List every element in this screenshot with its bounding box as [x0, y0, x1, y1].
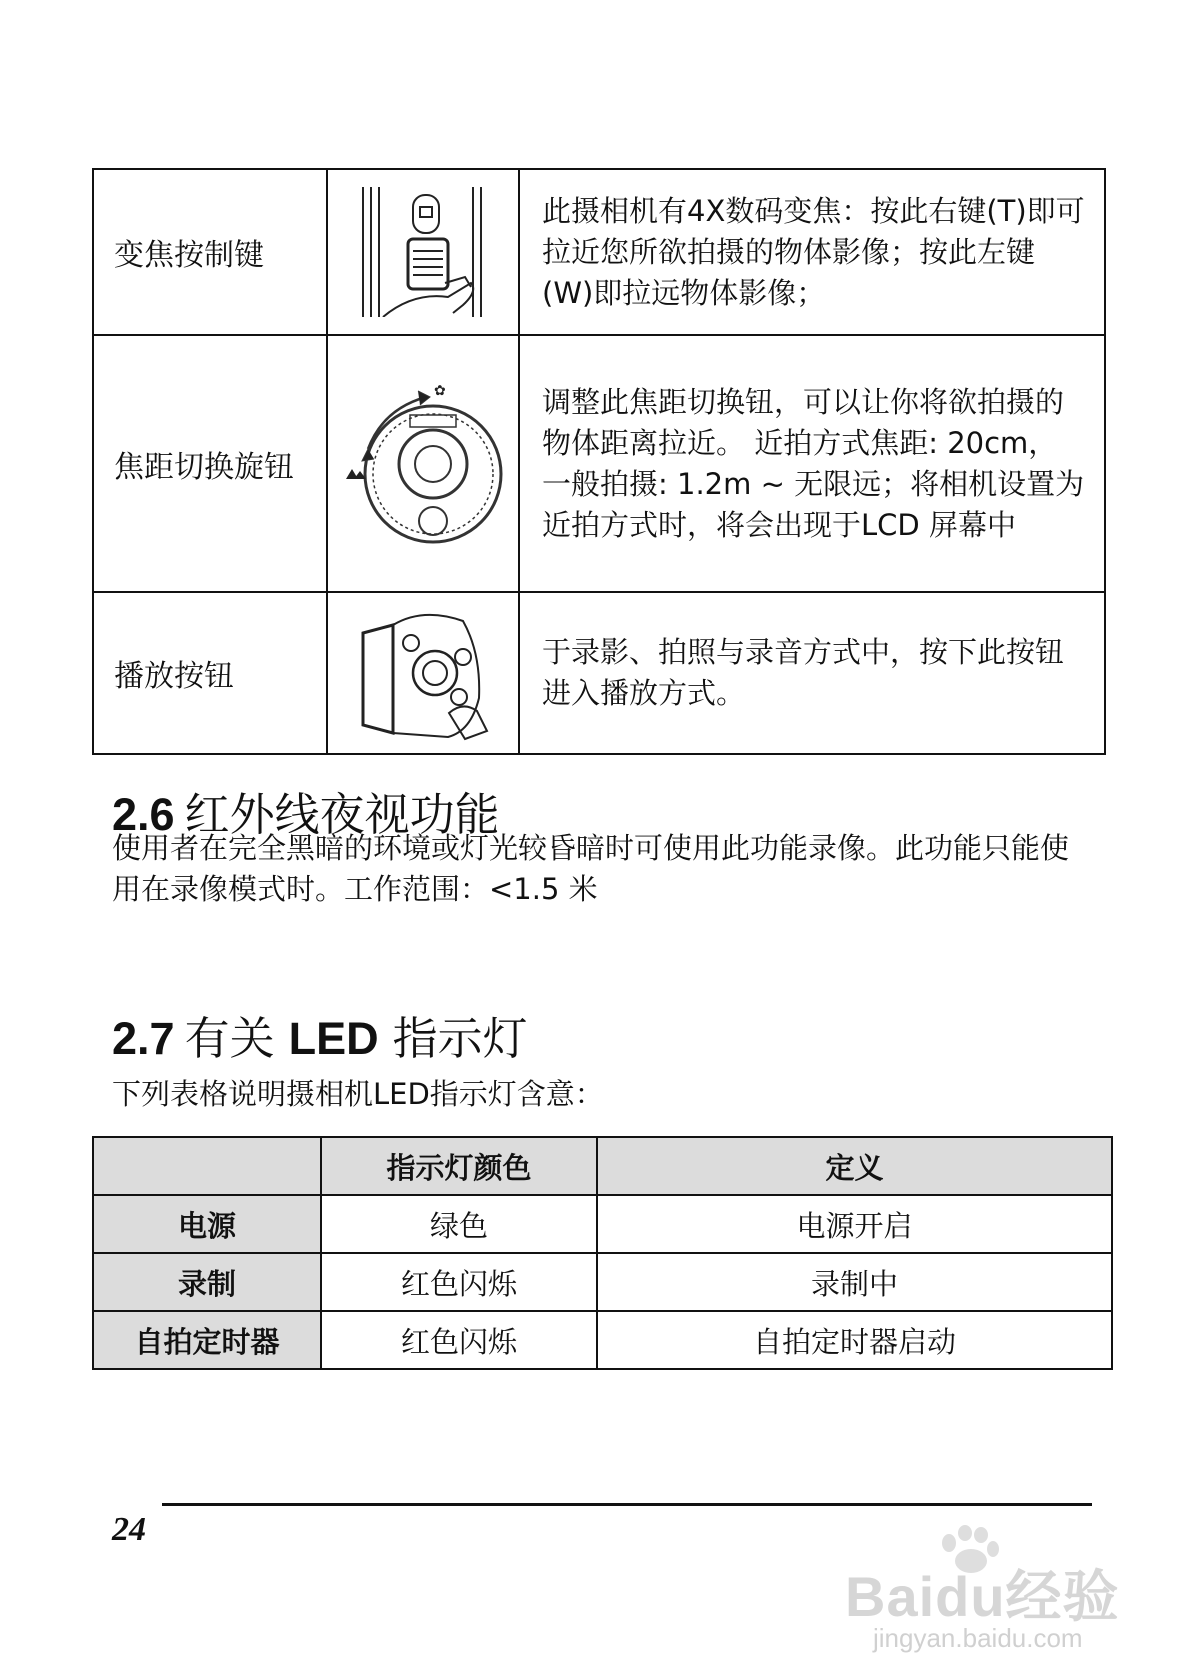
focus-dial-illustration — [327, 335, 519, 592]
table-cell: 电源开启 — [597, 1195, 1112, 1253]
section-title-led: LED — [288, 1013, 379, 1064]
feature-name: 变焦按制键 — [93, 169, 327, 335]
feature-name: 焦距切换旋钮 — [93, 335, 327, 592]
table-cell: 自拍定时器启动 — [597, 1311, 1112, 1369]
section-2-6-body: 使用者在完全黑暗的环境或灯光较昏暗时可使用此功能录像。此功能只能使用在录像模式时。工作范围：<1.5 米 — [112, 831, 1070, 906]
feature-row — [93, 169, 1105, 335]
feature-name: 播放按钮 — [93, 592, 327, 754]
table-cell: 红色闪烁 — [321, 1311, 597, 1369]
table-row — [93, 1195, 1112, 1253]
table-row — [93, 1311, 1112, 1369]
page-number: 24 — [112, 1511, 146, 1548]
footer-rule — [162, 1503, 1092, 1506]
led-table-header — [93, 1137, 1112, 1195]
table-cell: 绿色 — [321, 1195, 597, 1253]
header-cell: 定义 — [597, 1137, 1112, 1195]
section-2-7-heading — [112, 1002, 528, 1067]
row-header: 电源 — [93, 1195, 321, 1253]
row-header: 自拍定时器 — [93, 1311, 321, 1369]
header-cell — [93, 1137, 321, 1195]
zoom-button-illustration — [327, 169, 519, 335]
feature-row — [93, 592, 1105, 754]
feature-description: 此摄相机有4X数码变焦：按此右键(T)即可拉近您所欲拍摄的物体影像；按此左键(W)即拉远物体影像； — [519, 169, 1105, 335]
playback-button-illustration — [327, 592, 519, 754]
led-table — [92, 1136, 1113, 1370]
row-header: 录制 — [93, 1253, 321, 1311]
baidu-watermark — [845, 1525, 1125, 1665]
watermark-sub: jingyan.baidu.com — [873, 1623, 1083, 1653]
section-number: 2.7 — [112, 1013, 175, 1064]
feature-row — [93, 335, 1105, 592]
svg-text:✿: ✿ — [434, 382, 446, 399]
section-2-7-intro: 下列表格说明摄相机LED指示灯含意： — [112, 1077, 604, 1111]
header-cell: 指示灯颜色 — [321, 1137, 597, 1195]
table-cell: 录制中 — [597, 1253, 1112, 1311]
section-title-part: 有关 — [184, 1012, 275, 1065]
table-row — [93, 1253, 1112, 1311]
feature-description: 于录影、拍照与录音方式中，按下此按钮进入播放方式。 — [519, 592, 1105, 754]
watermark-main: Baidu经验 — [845, 1565, 1120, 1628]
feature-description: 调整此焦距切换钮，可以让你将欲拍摄的物体距离拉近。 近拍方式焦距: 20cm，一般拍摄: 1.2m ~ 无限远；将相机设置为近拍方式时，将会出现于LCD 屏幕中 — [519, 335, 1105, 592]
table-cell: 红色闪烁 — [321, 1253, 597, 1311]
section-title: 红外线夜视功能 — [184, 788, 500, 841]
feature-table — [92, 168, 1106, 755]
section-title-part: 指示灯 — [392, 1012, 528, 1065]
section-number: 2.6 — [112, 789, 175, 840]
